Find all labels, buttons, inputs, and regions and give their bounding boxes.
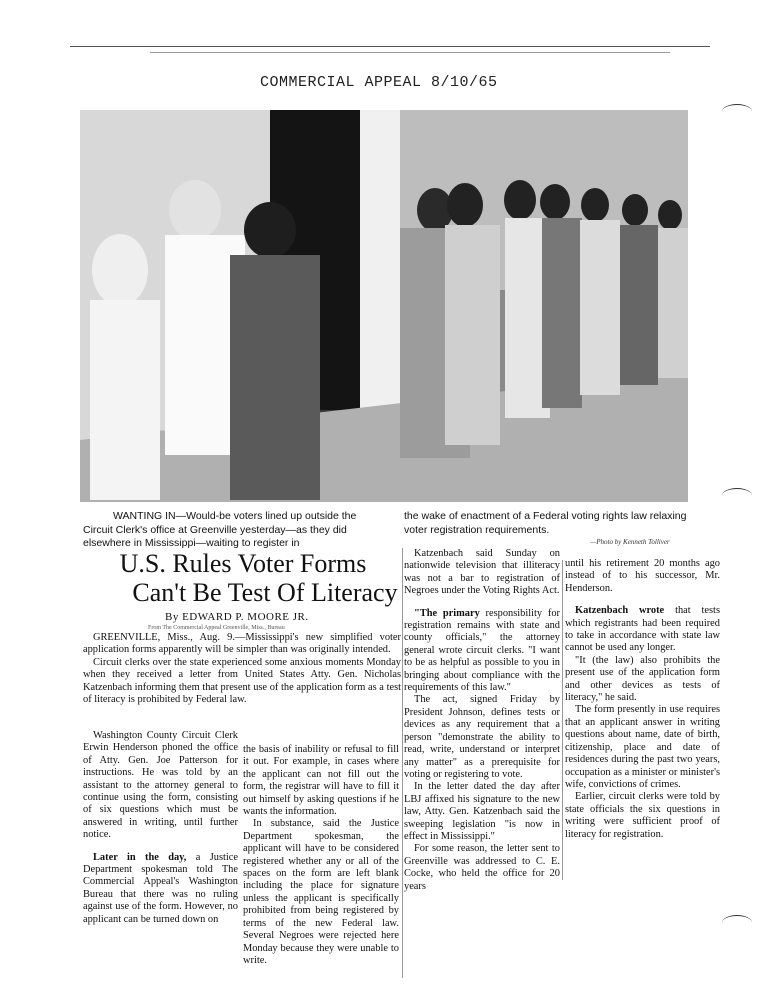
paragraph-text: that tests which registrants had been required to take in accordance with state law cannot be used any longer. bbox=[565, 605, 720, 654]
page-edge-mark bbox=[722, 104, 752, 119]
paragraph: Earlier, circuit clerks were told by state officials the six questions in writing were sufficient proof of literacy for registration. bbox=[565, 791, 720, 840]
paragraph-lead: Katzenbach wrote bbox=[575, 605, 665, 617]
paragraph: The form presently in use requires that an applicant answer in writing questions about name, date of birth, citizenship, place and date of residences during the past two years, occupation as a minister or minister's wife, convictions of crimes. bbox=[565, 704, 720, 790]
paragraph: In substance, said the Justice Department spokesman, the applicant will have to be considered registered whether any or all of the spaces on the form are left blank including the place for signature unless the applicant is specifically prohibited from being registered by terms of the new Federal law. Several Negroes were rejected here Monday because they were unable to write. bbox=[243, 818, 399, 966]
paragraph: Circuit clerks over the state experienced some anxious moments Monday when they received a letter from United States Atty. Gen. Nicholas Katzenbach informing them that present use of the application form as a test of literacy is prohibited by Federal law. bbox=[83, 656, 401, 706]
bureau-line: From The Commercial Appeal Greenville, Miss., Bureau bbox=[148, 625, 285, 631]
paragraph bbox=[83, 852, 238, 926]
paragraph: the basis of inability or refusal to fill it out. For example, in cases where the applicant can not fill out the form, the registrar will have to fill it out himself by asking questions if he wants the information. bbox=[243, 744, 399, 818]
paragraph: until his retirement 20 months ago instead of to his successor, Mr. Henderson. bbox=[565, 558, 720, 594]
headline-line2: Can't Be Test Of Literacy bbox=[132, 578, 398, 607]
paragraph-lead: "The primary bbox=[414, 607, 480, 619]
paragraph: Washington County Circuit Clerk Erwin Henderson phoned the office of Atty. Gen. Joe Patterson for instructions. He was told by an assistant to the attorney general to continue using the form, consisting of six questions which must be answered in writing, until further notice. bbox=[83, 730, 238, 841]
photo-caption-left: WANTING IN—Would-be voters lined up outside the Circuit Clerk's office at Greenville yesterday—as they did elsewhere in Mississippi—waiting to register in bbox=[83, 510, 357, 549]
paragraph: Katzenbach said Sunday on nationwide television that illiteracy was not a bar to registration of Negroes under the Voting Rights Act. bbox=[404, 548, 560, 597]
column-separator bbox=[402, 548, 403, 978]
photo-credit: —Photo by Kenneth Tolliver bbox=[590, 538, 670, 546]
top-rule bbox=[70, 46, 710, 47]
news-photo bbox=[80, 110, 688, 502]
column-separator bbox=[562, 560, 563, 880]
photo-caption-right: the wake of enactment of a Federal voting rights law relaxing voter registration requirements. bbox=[404, 510, 687, 536]
paragraph-text: responsibility for registration remains with state and county officials," the attorney general wrote circuit clerks. "I want to be as helpful as possible to you in bringing about compliance with the requirements of this law." bbox=[404, 607, 560, 694]
paragraph: For some reason, the letter sent to Greenville was addressed to C. E. Cocke, who held the office for 20 years bbox=[404, 843, 560, 892]
page-edge-mark bbox=[722, 915, 752, 930]
paragraph-text: a Justice Department spokesman told The Commercial Appeal's Washington Bureau that there was no ruling against use of the form. However, no applicant can be turned down on bbox=[83, 851, 238, 925]
page-edge-mark bbox=[722, 488, 752, 503]
paragraph-lead: Later in the day, bbox=[93, 851, 187, 863]
article-column-2 bbox=[243, 744, 399, 967]
top-rule-2 bbox=[150, 52, 670, 53]
paragraph: In the letter dated the day after LBJ affixed his signature to the new law, Atty. Gen. Katzenbach said the sweeping legislation "is now in effect in Mississippi." bbox=[404, 781, 560, 842]
source-header: COMMERCIAL APPEAL 8/10/65 bbox=[260, 74, 498, 91]
article-column-3 bbox=[404, 548, 560, 893]
article-column-1b bbox=[83, 730, 238, 926]
article-column-1 bbox=[83, 632, 401, 706]
article-column-4 bbox=[565, 558, 720, 841]
byline: By EDWARD P. MOORE JR. bbox=[165, 611, 309, 623]
headline-line1: U.S. Rules Voter Forms bbox=[119, 549, 367, 578]
paragraph bbox=[404, 608, 560, 695]
paragraph bbox=[565, 605, 720, 655]
paragraph: The act, signed Friday by President Johnson, defines tests or devices as any requirement that a person "demonstrate the ability to read, write, understand or interpret any matter" as a prerequisite for voting or registering to vote. bbox=[404, 694, 560, 780]
paragraph: "It (the law) also prohibits the present use of the application form and other devices as tests of literacy," he said. bbox=[565, 654, 720, 704]
paragraph: GREENVILLE, Miss., Aug. 9.—Mississippi's new simplified voter application forms apparently will be simpler than was originally intended. bbox=[83, 632, 401, 656]
